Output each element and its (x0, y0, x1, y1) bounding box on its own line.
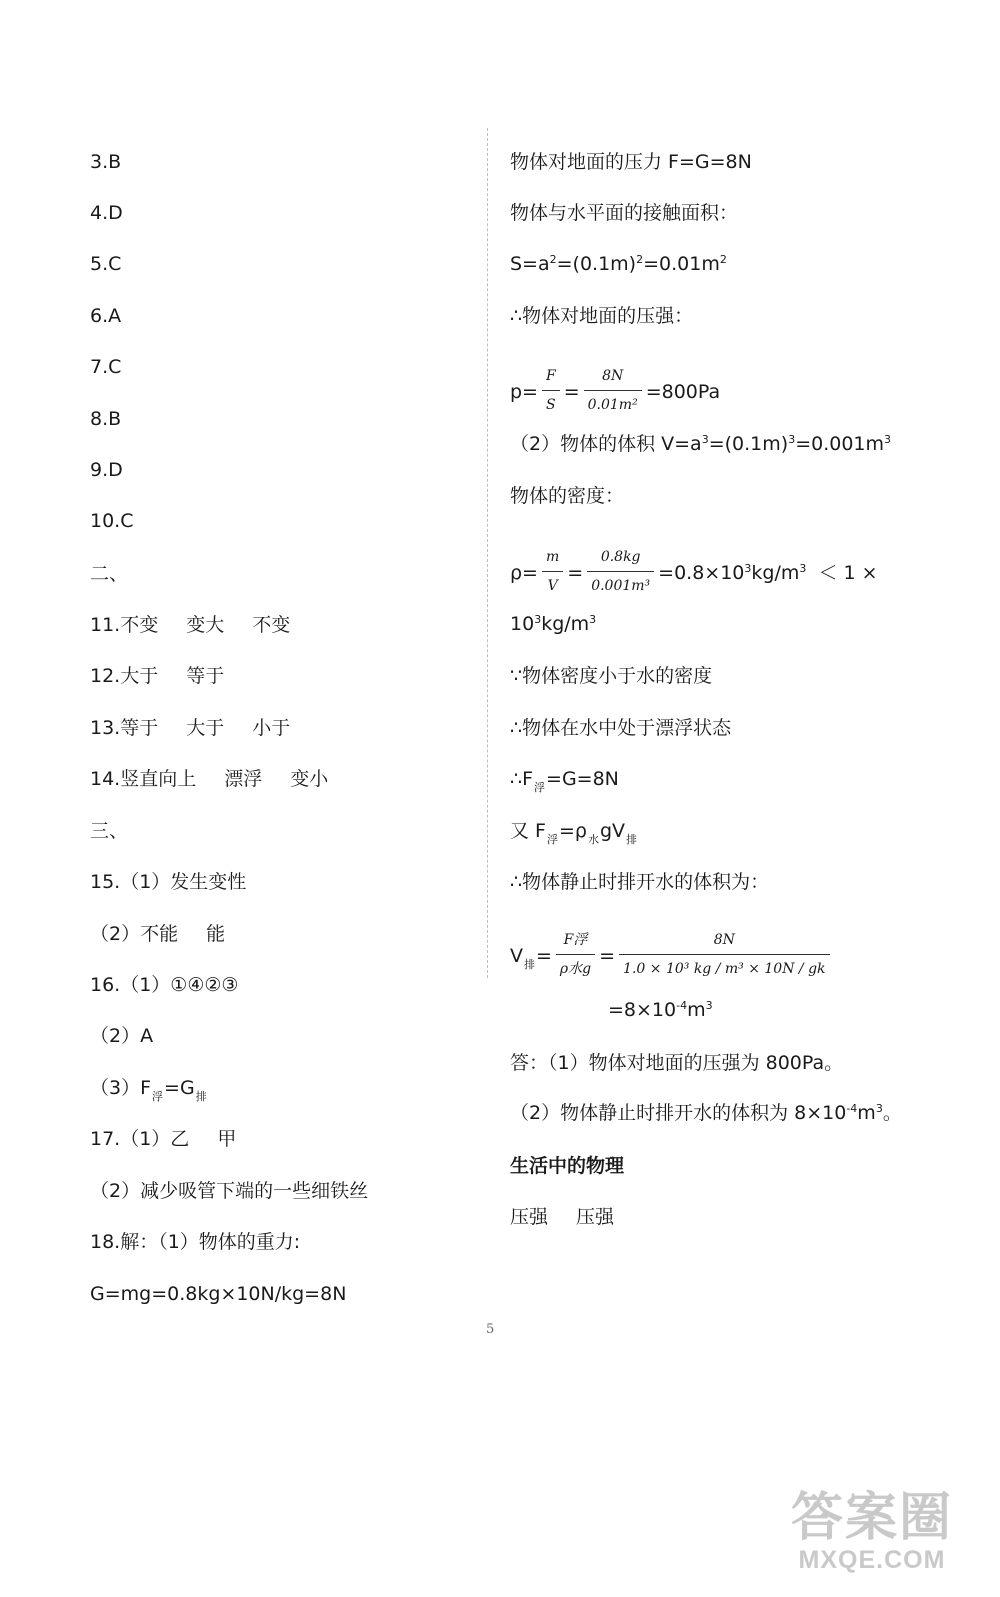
pressure-label: ∴物体对地面的压强： (510, 305, 694, 327)
fraction-buoyancy-over-rho-g: $\frac{\text{F浮}}{\text{ρ水g}}$ (556, 928, 595, 981)
answer-16-part3: $(3)F_浮=G_排$ (90, 1077, 207, 1103)
fraction-8n-over-area: $\frac{8N}{\text{0.01m²}}$ (584, 364, 642, 417)
answer-18-gravity-equation: G=mg=0.8kg×10N/kg=8N (90, 1283, 347, 1305)
answer-17-part1: 17.（1）乙 甲 (90, 1128, 237, 1150)
section-3-heading: 三、 (90, 820, 129, 842)
fraction-mass-over-volume: $\frac{0.8kg}{\text{0.001m³}}$ (587, 545, 654, 598)
watermark-url: MXQE.COM (798, 1546, 946, 1574)
answer-16-part1: 16.（1）①④②③ (90, 974, 239, 996)
density-equation: ρ= $\frac{m}{V}$ = $\frac{0.8kg}{\text{0.001m³}}$ $=0.8\times 10^3kg/m^3 < 1$ × (510, 547, 878, 600)
volume-equation: （2）物体的体积 $V=a^3=(0.1m)^3=0.001m^3$ (510, 433, 892, 455)
answer-3: 3.B (90, 151, 122, 173)
floating-state: ∴物体在水中处于漂浮状态 (510, 717, 732, 739)
answer-8: 8.B (90, 408, 122, 430)
answer-10: 10.C (90, 510, 134, 532)
watermark-logo: 答案圈 (790, 1488, 953, 1548)
answer-18-intro: 18.解：（1）物体的重力: (90, 1231, 301, 1253)
answer-17-part2: （2）减少吸管下端的一些细铁丝 (90, 1180, 369, 1202)
contact-area-label: 物体与水平面的接触面积： (510, 202, 739, 224)
density-equation-continued: $10^3kg/m^3$ (510, 613, 597, 635)
answer-4: 4.D (90, 202, 123, 224)
fraction-m-over-v: $\frac{m}{V}$ (542, 545, 563, 598)
contact-area-equation: $S=a^2=(0.1m)^2=0.01m^2$ (510, 253, 727, 275)
section-heading-physics-in-life: 生活中的物理 (510, 1155, 625, 1177)
displaced-volume-label: ∴物体静止时排开水的体积为： (510, 871, 770, 893)
answer-15-part1: 15.（1）发生变性 (90, 871, 247, 893)
final-answer-2: （2）物体静止时排开水的体积为 $8\times 10^{-4}m^3$。 (510, 1102, 902, 1124)
answer-5: 5.C (90, 253, 122, 275)
answer-7: 7.C (90, 356, 122, 378)
displaced-volume-equation: $V_排=$ $\frac{\text{F浮}}{\text{ρ水g}}$ = $\frac{8N}{\text{1.0 × 10³ kg / m³ × 10N / gk}}$ (510, 930, 834, 983)
pressure-equation: p= $\frac{F}{S}$ = $\frac{8N}{\text{0.01m²}}$ =800Pa (510, 366, 720, 419)
answer-16-part2: （2）A (90, 1025, 154, 1047)
final-answer-1: 答：（1）物体对地面的压强为 800Pa。 (510, 1052, 844, 1074)
density-label: 物体的密度： (510, 485, 625, 507)
displaced-volume-result: $=8\times 10^{-4}m^3$ (608, 999, 713, 1021)
answer-11: 11.不变 变大 不变 (90, 614, 291, 636)
answer-15-part2: （2）不能 能 (90, 923, 226, 945)
fraction-8n-over-rho-g: $\frac{8N}{\text{1.0 × 10³ kg / m³ × 10N / gk}}$ (619, 928, 829, 981)
watermark (772, 1490, 972, 1575)
page-number: 5 (486, 1322, 495, 1337)
answer-12: 12.大于 等于 (90, 665, 225, 687)
buoyancy-equals-weight: $\therefore F_浮=G=8N$ (510, 768, 619, 794)
section-2-heading: 二、 (90, 563, 129, 585)
answer-13: 13.等于 大于 小于 (90, 717, 291, 739)
pressure-force-line: 物体对地面的压力 F=G=8N (510, 151, 752, 173)
column-divider (487, 128, 488, 978)
fraction-f-over-s: $\frac{F}{S}$ (542, 364, 560, 417)
archimedes-formula: 又 $F_浮=\rho_水gV_排$ (510, 820, 638, 846)
physics-in-life-answers: 压强 压强 (510, 1206, 615, 1228)
answer-14: 14.竖直向上 漂浮 变小 (90, 768, 329, 790)
answer-9: 9.D (90, 459, 123, 481)
answer-6: 6.A (90, 305, 122, 327)
density-comparison: ∵物体密度小于水的密度 (510, 665, 713, 687)
